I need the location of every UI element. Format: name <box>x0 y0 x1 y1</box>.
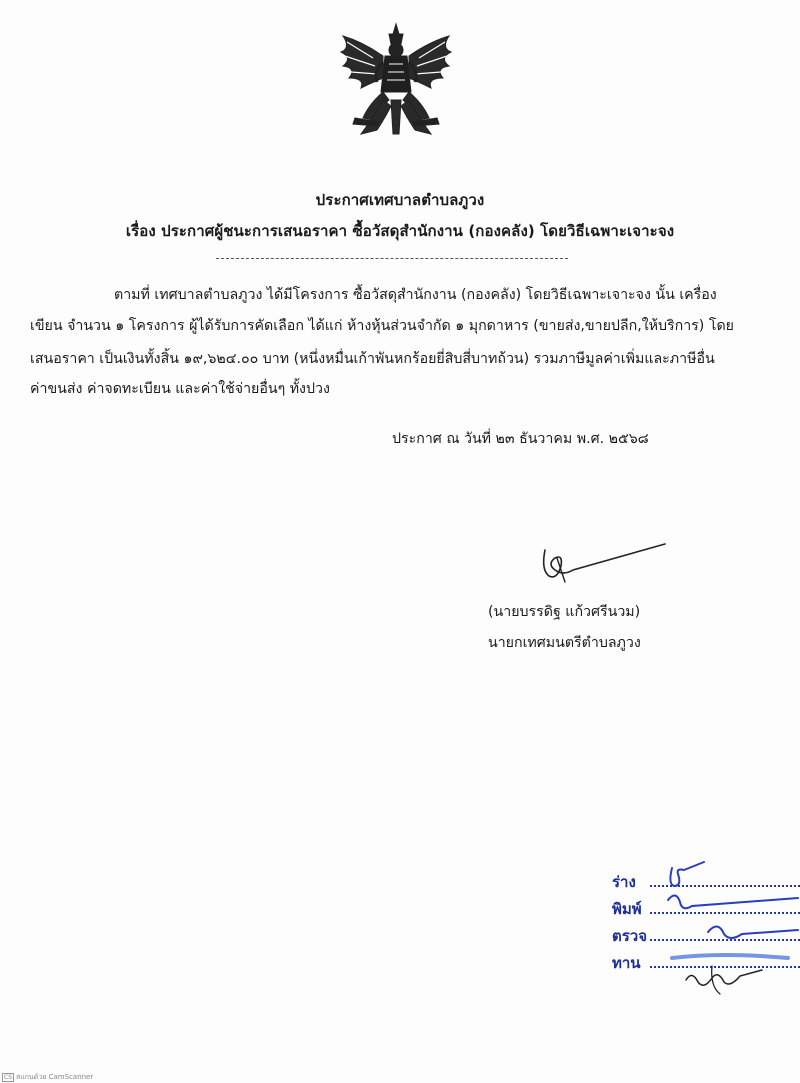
approval-label: ร่าง <box>612 873 636 891</box>
body-line-4: ค่าขนส่ง ค่าจดทะเบียน และค่าใช้จ่ายอื่นๆ ทั้งปวง <box>30 381 330 397</box>
camscanner-icon: CS <box>4 1074 12 1081</box>
document-title: ประกาศเทศบาลตำบลภูวง <box>315 191 485 209</box>
garuda-emblem-icon <box>333 22 459 142</box>
scanner-text: สแกนด้วย CamScanner <box>16 1073 94 1081</box>
body-line-1: ตามที่ เทศบาลตำบลภูวง ได้มีโครงการ ซื้อวัสดุสำนักงาน (กองคลัง) โดยวิธีเฉพาะเจาะจง นั้น เครื่อง <box>114 287 717 303</box>
body-line-3: เสนอราคา เป็นเงินทั้งสิ้น ๑๙,๖๒๔.๐๐ บาท (หนึ่งหมื่นเก้าพันหกร้อยยี่สิบสี่บาทถ้วน) รวมภาษีมูลค่าเพิ่มและภาษีอื่น <box>30 351 715 367</box>
title-divider <box>216 258 568 259</box>
announcement-date: ประกาศ ณ วันที่ ๒๓ ธันวาคม พ.ศ. ๒๕๖๘ <box>392 431 649 447</box>
approval-initials <box>612 860 800 1020</box>
document-subject: เรื่อง ประกาศผู้ชนะการเสนอราคา ซื้อวัสดุสำนักงาน (กองคลัง) โดยวิธีเฉพาะเจาะจง <box>125 222 675 240</box>
approval-stamp <box>612 860 800 1020</box>
approval-label: พิมพ์ <box>612 900 642 918</box>
approval-label: ทาน <box>612 954 641 972</box>
scanner-watermark <box>2 1072 93 1083</box>
body-line-2: เขียน จำนวน ๑ โครงการ ผู้ได้รับการคัดเลือก ได้แก่ ห้างหุ้นส่วนจำกัด ๑ มุกดาหาร (ขายส่ง,ขายปลีก,ให้บริการ) โดย <box>30 318 734 334</box>
blue-stamp-fragment <box>330 0 450 8</box>
signer-title: นายกเทศมนตรีตำบลภูวง <box>488 635 641 651</box>
signer-name: (นายบรรดิฐ แก้วศรีนวม) <box>488 604 641 620</box>
handwritten-signature <box>533 540 668 590</box>
approval-label: ตรวจ <box>612 927 648 945</box>
